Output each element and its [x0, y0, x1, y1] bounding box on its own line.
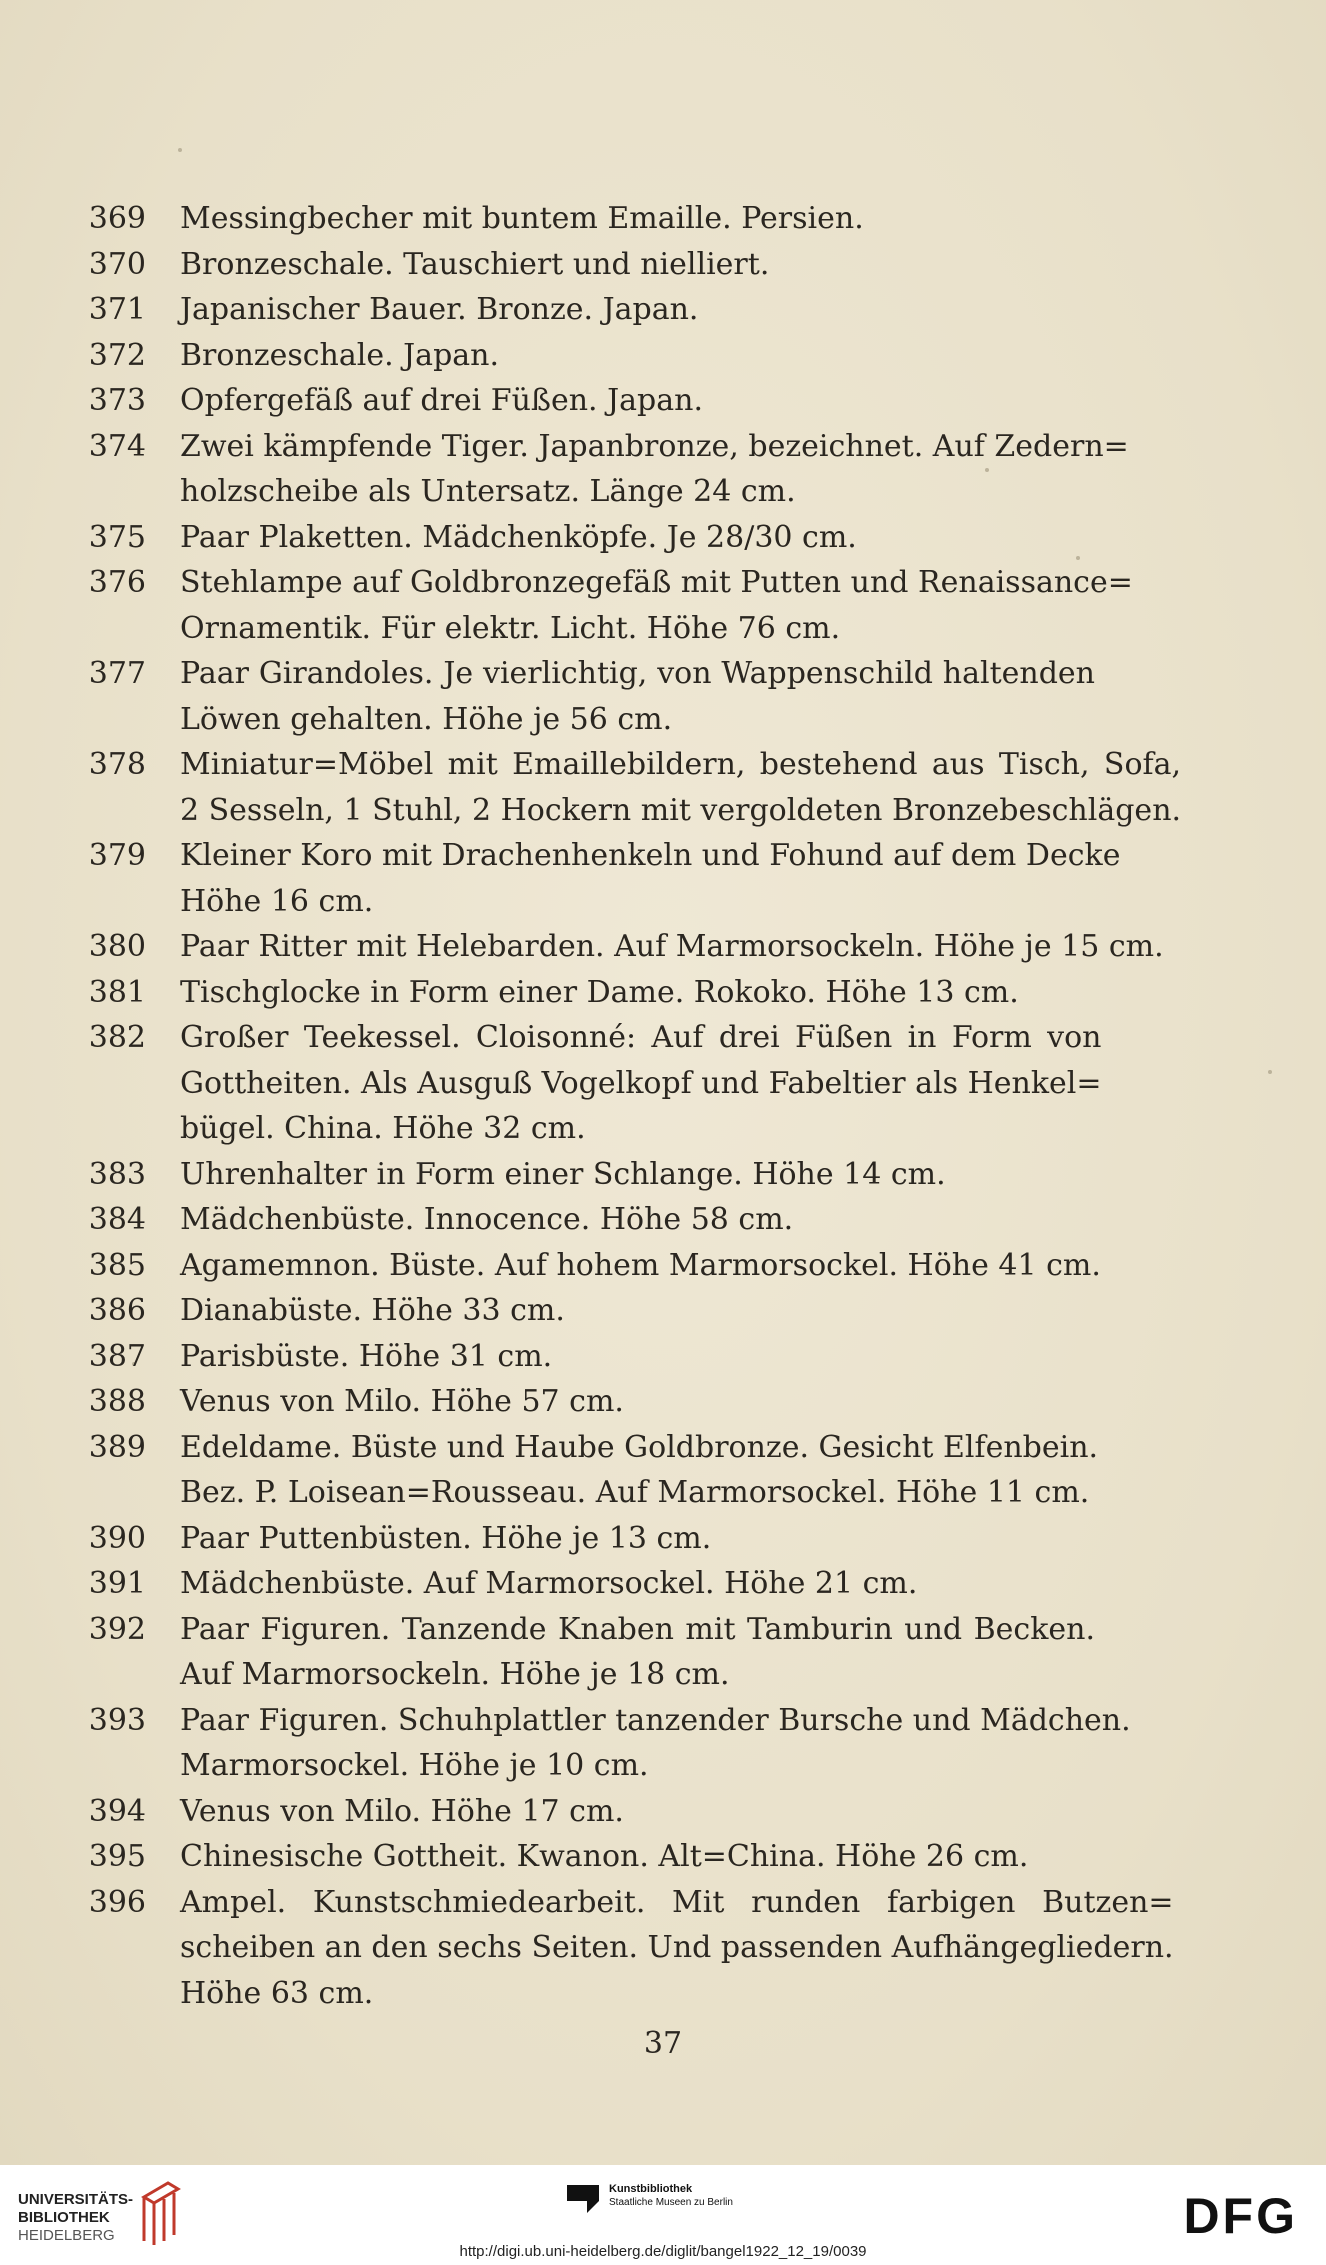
- entry-description: [180, 1607, 1095, 1698]
- entry-description: [180, 1561, 1095, 1607]
- entry-text-line: Edeldame. Büste und Haube Goldbronze. Gesicht Elfenbein.: [180, 1429, 1099, 1465]
- entry-text-line: Stehlampe auf Goldbronzegefäß mit Putten und Renaissance=: [180, 565, 1133, 600]
- entry-text-line: Paar Girandoles. Je vierlichtig, von Wappenschild haltenden: [180, 656, 1095, 691]
- university-library-mark-icon: [138, 2179, 184, 2249]
- entry-text-line: Bronzeschale. Japan.: [180, 337, 500, 373]
- kunstbibliothek-mark-icon: [565, 2183, 601, 2215]
- entry-number: 375: [88, 519, 146, 555]
- entry-description: [180, 424, 1129, 515]
- entry-number: 388: [88, 1384, 146, 1419]
- entry-description: [180, 1015, 1102, 1152]
- kunstbibliothek-logo: [565, 2183, 733, 2215]
- entry-number: 386: [88, 1293, 146, 1328]
- entry-description: [180, 1243, 1101, 1289]
- entry-description: [180, 333, 1095, 379]
- entry-number: 383: [88, 1156, 146, 1192]
- university-library-logo: [18, 2191, 133, 2245]
- entry-text-line: Paar Figuren. Schuhplattler tanzender Bursche und Mädchen.: [180, 1702, 1131, 1738]
- entry-text-line: Miniatur=Möbel mit Emaillebildern, bestehend aus Tisch, Sofa,: [180, 747, 1182, 782]
- entry-number: 370: [88, 246, 146, 282]
- entry-text-line: Paar Plaketten. Mädchenköpfe. Je 28/30 cm.: [180, 519, 857, 555]
- entry-text-line: Tischglocke in Form einer Dame. Rokoko. Höhe 13 cm.: [180, 974, 1019, 1010]
- catalog-entry: [60, 196, 1095, 242]
- entry-number: 385: [88, 1247, 146, 1283]
- entry-text-line: bügel. China. Höhe 32 cm.: [180, 1111, 586, 1146]
- kb-logo-line2: Staatliche Museen zu Berlin: [609, 2197, 733, 2208]
- entry-description: [180, 196, 1095, 242]
- entry-description: [180, 378, 1095, 424]
- entry-text-line: Auf Marmorsockeln. Höhe je 18 cm.: [180, 1657, 730, 1692]
- paper-speck: [1268, 1070, 1272, 1074]
- entry-number: 372: [88, 337, 146, 373]
- catalog-entry: [60, 742, 1182, 833]
- catalog-entry: [60, 924, 1164, 970]
- entry-text-line: Uhrenhalter in Form einer Schlange. Höhe 14 cm.: [180, 1156, 946, 1192]
- entry-text-line: Parisbüste. Höhe 31 cm.: [180, 1338, 553, 1374]
- entry-description: [180, 287, 1095, 333]
- entry-number: 389: [88, 1429, 146, 1465]
- catalog-entry: [60, 1607, 1095, 1698]
- uni-logo-line3: HEIDELBERG: [18, 2227, 115, 2244]
- entry-text-line: Japanischer Bauer. Bronze. Japan.: [180, 292, 699, 327]
- catalog-entry: [60, 333, 1095, 379]
- entry-text-line: 2 Sesseln, 1 Stuhl, 2 Hockern mit vergoldeten Bronzebeschlägen.: [180, 792, 1182, 828]
- entry-number: 395: [88, 1839, 146, 1874]
- page-number: 37: [643, 2026, 683, 2061]
- entry-number: 382: [88, 1020, 146, 1055]
- entry-text-line: Zwei kämpfende Tiger. Japanbronze, bezeichnet. Auf Zedern=: [180, 428, 1129, 464]
- entry-text-line: Ampel. Kunstschmiedearbeit. Mit runden farbigen Butzen=: [180, 1884, 1174, 1920]
- entry-text-line: Opfergefäß auf drei Füßen. Japan.: [180, 383, 703, 418]
- entry-text-line: Bronzeschale. Tauschiert und nielliert.: [180, 246, 770, 282]
- entry-description: [180, 1880, 1174, 2017]
- catalog-entry: [60, 287, 1095, 333]
- entry-text-line: Agamemnon. Büste. Auf hohem Marmorsockel. Höhe 41 cm.: [180, 1247, 1101, 1283]
- catalog-entry: [60, 1015, 1102, 1152]
- entry-text-line: Kleiner Koro mit Drachenhenkeln und Fohund auf dem Decke: [180, 838, 1121, 873]
- entry-text-line: Venus von Milo. Höhe 17 cm.: [180, 1793, 624, 1829]
- catalog-entry: [60, 242, 1095, 288]
- entry-description: [180, 833, 1120, 924]
- entry-number: 377: [88, 656, 146, 691]
- entry-text-line: Höhe 16 cm.: [180, 883, 374, 919]
- permalink-url[interactable]: http://digi.ub.uni-heidelberg.de/diglit/bangel1922_12_19/0039: [459, 2243, 867, 2260]
- catalog-entry: [60, 1334, 1095, 1380]
- paper-speck: [178, 148, 182, 152]
- catalog-entry: [60, 970, 1095, 1016]
- uni-logo-line1: UNIVERSITÄTS-: [18, 2191, 134, 2208]
- catalog-entry: [60, 1561, 1095, 1607]
- entry-description: [180, 970, 1095, 1016]
- entry-description: [180, 1152, 1095, 1198]
- entry-text-line: Großer Teekessel. Cloisonné: Auf drei Füßen in Form von: [180, 1020, 1102, 1055]
- entry-description: [180, 1425, 1098, 1516]
- entry-description: [180, 924, 1164, 970]
- entry-text-line: Löwen gehalten. Höhe je 56 cm.: [180, 701, 673, 737]
- entry-text-line: Venus von Milo. Höhe 57 cm.: [180, 1384, 624, 1419]
- entry-number: 381: [88, 974, 146, 1010]
- entry-description: [180, 560, 1133, 651]
- entry-description: [180, 1379, 1095, 1425]
- entry-number: 390: [88, 1520, 146, 1556]
- entry-description: [180, 1334, 1095, 1380]
- entry-number: 374: [88, 428, 146, 464]
- entry-description: [180, 242, 1095, 288]
- entry-number: 393: [88, 1702, 146, 1738]
- entry-text-line: holzscheibe als Untersatz. Länge 24 cm.: [180, 474, 796, 509]
- entry-description: [180, 1698, 1131, 1789]
- entry-number: 373: [88, 383, 146, 418]
- entry-number: 387: [88, 1338, 146, 1374]
- entry-description: [180, 742, 1181, 833]
- catalog-entry: [60, 833, 1121, 924]
- entry-number: 371: [88, 292, 146, 327]
- catalog-entry: [60, 1880, 1174, 2017]
- entry-number: 391: [88, 1566, 146, 1601]
- entry-text-line: Ornamentik. Für elektr. Licht. Höhe 76 cm.: [180, 610, 841, 646]
- entry-description: [180, 1288, 1095, 1334]
- entry-text-line: Chinesische Gottheit. Kwanon. Alt=China. Höhe 26 cm.: [180, 1839, 1029, 1874]
- entry-description: [180, 651, 1095, 742]
- entry-text-line: Paar Ritter mit Helebarden. Auf Marmorsockeln. Höhe je 15 cm.: [180, 929, 1164, 964]
- catalog-entry: [60, 424, 1129, 515]
- entry-number: 380: [88, 929, 146, 964]
- dfg-logo: DFG: [1183, 2188, 1298, 2244]
- catalog-entry: [60, 515, 1095, 561]
- catalog-entry: [60, 1379, 1095, 1425]
- catalog-entry: [60, 1288, 1095, 1334]
- catalog-entry: [60, 1425, 1099, 1516]
- catalog-entry: [60, 1834, 1095, 1880]
- entry-number: 394: [88, 1793, 146, 1829]
- entry-number: 396: [88, 1884, 146, 1920]
- catalog-entry: [60, 1516, 1095, 1562]
- catalog-entry: [60, 651, 1095, 742]
- entry-number: 379: [88, 838, 146, 873]
- entry-number: 369: [88, 201, 146, 236]
- entry-description: [180, 515, 1095, 561]
- entry-text-line: Marmorsockel. Höhe je 10 cm.: [180, 1748, 649, 1783]
- uni-logo-line2: BIBLIOTHEK: [18, 2209, 110, 2226]
- entry-text-line: Bez. P. Loisean=Rousseau. Auf Marmorsockel. Höhe 11 cm.: [180, 1475, 1090, 1510]
- entry-description: [180, 1197, 1095, 1243]
- entry-number: 378: [88, 747, 146, 782]
- entry-text-line: Gottheiten. Als Ausguß Vogelkopf und Fabeltier als Henkel=: [180, 1065, 1102, 1101]
- catalog-entry: [60, 1152, 1095, 1198]
- catalog-entry: [60, 1243, 1101, 1289]
- kb-logo-line1: Kunstbibliothek: [609, 2183, 693, 2195]
- catalog-entries: [60, 196, 1182, 2016]
- entry-description: [180, 1834, 1095, 1880]
- digitization-footer: [0, 2165, 1326, 2265]
- catalog-entry: [60, 1789, 1095, 1835]
- entry-text-line: Mädchenbüste. Auf Marmorsockel. Höhe 21 cm.: [180, 1566, 918, 1601]
- entry-description: [180, 1789, 1095, 1835]
- entry-number: 392: [88, 1611, 146, 1647]
- entry-text-line: scheiben an den sechs Seiten. Und passenden Aufhängegliedern.: [180, 1930, 1174, 1965]
- entry-number: 376: [88, 565, 146, 600]
- entry-text-line: Paar Puttenbüsten. Höhe je 13 cm.: [180, 1520, 712, 1556]
- catalog-entry: [60, 1197, 1095, 1243]
- entry-number: 384: [88, 1202, 146, 1237]
- catalog-entry: [60, 1698, 1131, 1789]
- entry-text-line: Dianabüste. Höhe 33 cm.: [180, 1293, 565, 1328]
- entry-text-line: Höhe 63 cm.: [180, 1975, 374, 2011]
- entry-description: [180, 1516, 1095, 1562]
- entry-text-line: Mädchenbüste. Innocence. Höhe 58 cm.: [180, 1202, 794, 1237]
- catalog-entry: [60, 378, 1095, 424]
- catalog-entry: [60, 560, 1133, 651]
- entry-text-line: Paar Figuren. Tanzende Knaben mit Tamburin und Becken.: [180, 1611, 1095, 1647]
- entry-text-line: Messingbecher mit buntem Emaille. Persien.: [180, 201, 864, 236]
